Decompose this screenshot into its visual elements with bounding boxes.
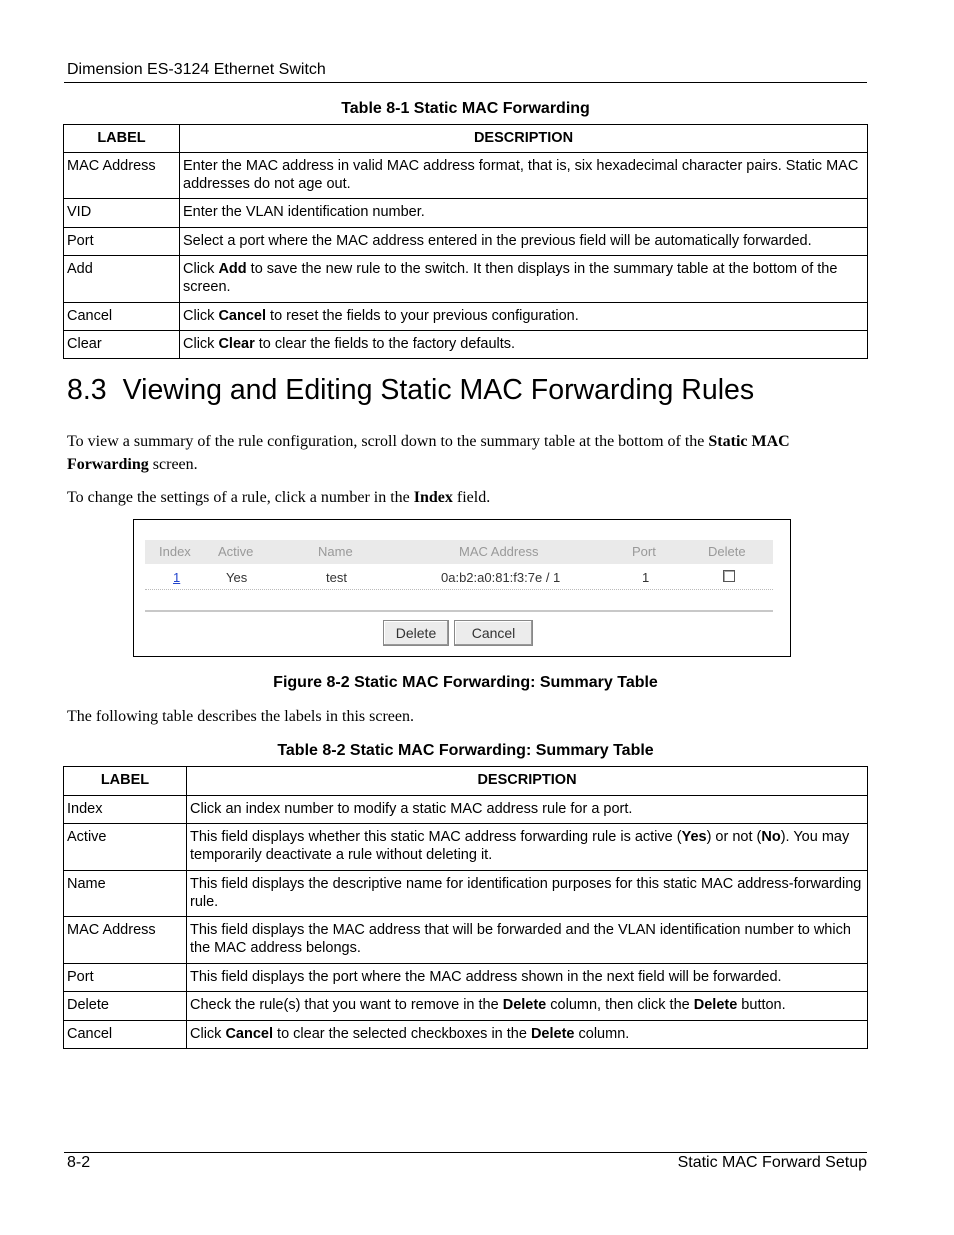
row-label: Name [64, 871, 187, 917]
port-value: 1 [642, 570, 650, 585]
row-description: Click Cancel to clear the selected checkboxes in the Delete column. [187, 1021, 868, 1049]
table-header-row [64, 767, 868, 796]
section-number: 8.3 [67, 374, 107, 406]
chapter-title: Static MAC Forward Setup [677, 1154, 867, 1171]
column-header-description: DESCRIPTION [180, 125, 868, 153]
cancel-button[interactable]: Cancel [454, 620, 533, 646]
table-row [64, 228, 868, 256]
header-delete: Delete [708, 544, 746, 559]
table-row [64, 153, 868, 199]
row-description: This field displays whether this static MAC address forwarding rule is active (Yes) or not (No). You may temporarily deactivate a rule without deleting it. [187, 824, 868, 871]
body-paragraph: The following table describes the labels in this screen. [67, 708, 415, 725]
header-divider [64, 82, 867, 83]
row-label: MAC Address [64, 917, 187, 964]
delete-checkbox[interactable] [723, 570, 735, 582]
column-header-label: LABEL [64, 767, 187, 796]
name-value: test [326, 570, 347, 585]
footer-divider [64, 1152, 867, 1153]
column-header-label: LABEL [64, 125, 180, 153]
row-label: Port [64, 228, 180, 256]
running-header: Dimension ES-3124 Ethernet Switch [67, 61, 326, 78]
row-label: Active [64, 824, 187, 871]
table-row [64, 199, 868, 228]
row-label: VID [64, 199, 180, 228]
table-header-row [64, 125, 868, 153]
row-description: Enter the MAC address in valid MAC address format, that is, six hexadecimal character pairs. Static MAC addresses do not age out. [180, 153, 868, 199]
delete-button[interactable]: Delete [383, 620, 449, 646]
mac-address-value: 0a:b2:a0:81:f3:7e / 1 [441, 570, 561, 585]
table-row [64, 303, 868, 331]
summary-table-row [145, 564, 773, 590]
row-description: Click Clear to clear the fields to the factory defaults. [180, 331, 868, 359]
row-label: Clear [64, 331, 180, 359]
summary-divider [145, 610, 773, 612]
row-label: Delete [64, 992, 187, 1021]
row-description: Enter the VLAN identification number. [180, 199, 868, 228]
row-label: Port [64, 964, 187, 992]
table-row [64, 796, 868, 824]
active-value: Yes [226, 570, 248, 585]
row-description: This field displays the MAC address that will be forwarded and the VLAN identification number to which the MAC address belongs. [187, 917, 868, 964]
row-description: Click an index number to modify a static MAC address rule for a port. [187, 796, 868, 824]
row-description: This field displays the port where the MAC address shown in the next field will be forwarded. [187, 964, 868, 992]
header-port: Port [632, 544, 656, 559]
row-label: Cancel [64, 303, 180, 331]
row-description: Click Cancel to reset the fields to your previous configuration. [180, 303, 868, 331]
header-name: Name [318, 544, 353, 559]
page-number: 8-2 [67, 1154, 91, 1171]
summary-table-screenshot [133, 519, 791, 657]
table-row [64, 256, 868, 303]
table-row [64, 1021, 868, 1049]
column-header-description: DESCRIPTION [187, 767, 868, 796]
header-active: Active [218, 544, 254, 559]
table-row [64, 917, 868, 964]
table-row [64, 331, 868, 359]
summary-table [145, 540, 773, 590]
table-row [64, 992, 868, 1021]
header-index: Index [159, 544, 191, 559]
row-label: MAC Address [64, 153, 180, 199]
table-row [64, 824, 868, 871]
table-caption: Table 8-2 Static MAC Forwarding: Summary Table [277, 742, 654, 759]
row-label: Add [64, 256, 180, 303]
section-heading [67, 374, 754, 407]
row-description: Check the rule(s) that you want to remove in the Delete column, then click the Delete button. [187, 992, 868, 1021]
table-row [64, 964, 868, 992]
row-description: Click Add to save the new rule to the switch. It then displays in the summary table at the bottom of the screen. [180, 256, 868, 303]
body-paragraph: To view a summary of the rule configuration, scroll down to the summary table at the bottom of the Static MAC Forwarding screen. [67, 433, 790, 473]
row-description: This field displays the descriptive name for identification purposes for this static MAC address-forwarding rule. [187, 871, 868, 917]
header-mac-address: MAC Address [459, 544, 539, 559]
index-link[interactable]: 1 [173, 570, 181, 585]
figure-caption: Figure 8-2 Static MAC Forwarding: Summary Table [273, 674, 658, 691]
body-paragraph: To change the settings of a rule, click a number in the Index field. [67, 489, 491, 506]
table-caption: Table 8-1 Static MAC Forwarding [341, 100, 590, 117]
section-title: Viewing and Editing Static MAC Forwarding Rules [122, 374, 755, 406]
table-row [64, 871, 868, 917]
static-mac-forwarding-table [63, 124, 868, 359]
row-label: Index [64, 796, 187, 824]
summary-table-header [145, 540, 773, 564]
row-description: Select a port where the MAC address entered in the previous field will be automatically forwarded. [180, 228, 868, 256]
row-label: Cancel [64, 1021, 187, 1049]
summary-table-description-table [63, 766, 868, 1049]
